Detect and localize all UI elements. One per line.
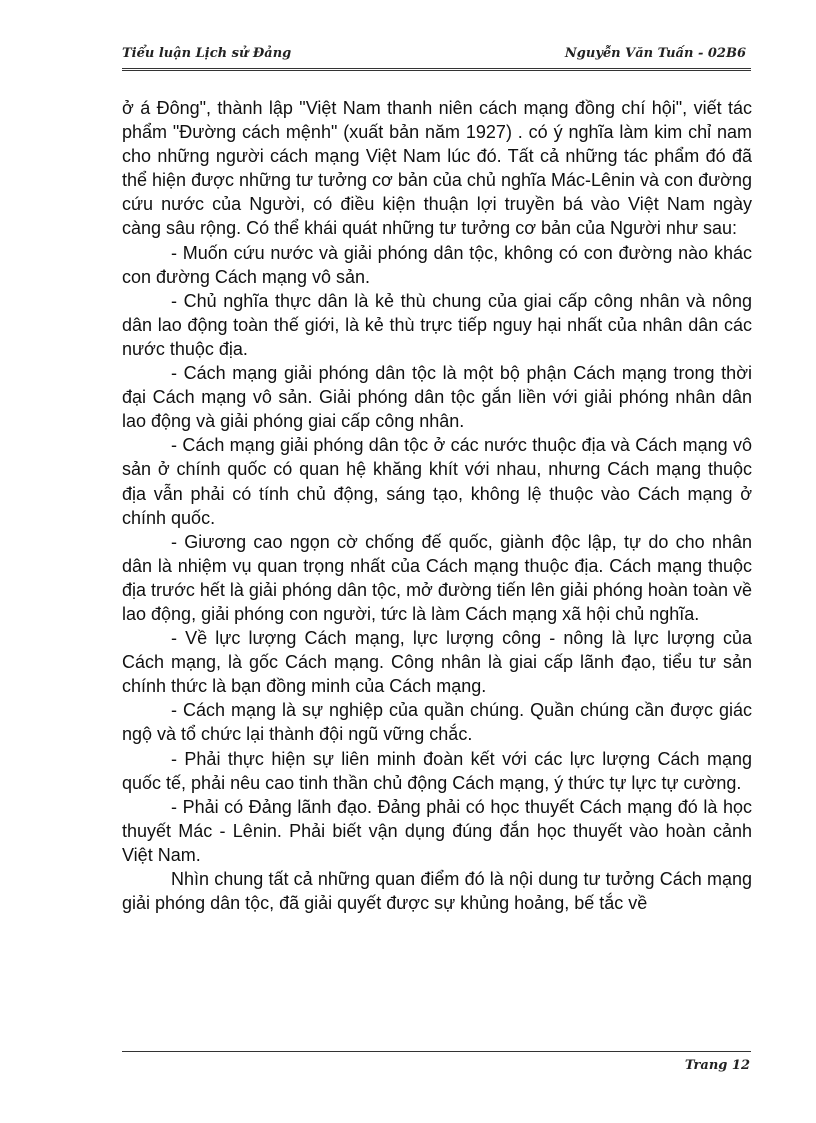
paragraph-point-9: - Phải có Đảng lãnh đạo. Đảng phải có học thuyết Cách mạng đó là học thuyết Mác - Lênin. Phải biết vận dụng đúng đắn học thuyết vào hoàn cảnh Việt Nam. (122, 796, 752, 865)
paragraph-point-7: - Cách mạng là sự nghiệp của quần chúng. Quần chúng cần được giác ngộ và tổ chức lại thành đội ngũ vững chắc. (122, 700, 752, 745)
paragraph-point-5: - Giương cao ngọn cờ chống đế quốc, giành độc lập, tự do cho nhân dân là nhiệm vụ quan trọng nhất của Cách mạng thuộc địa. Cách mạng thuộc địa trước hết là giải phóng dân tộc, mở đường tiến lên giải phóng hoàn toàn về lao động, giải phóng con người, tức là làm Cách mạng xã hội chủ nghĩa. (122, 531, 752, 624)
paragraph-point-3: - Cách mạng giải phóng dân tộc là một bộ phận Cách mạng trong thời đại Cách mạng vô sản. Giải phóng dân tộc gắn liền với giải phóng nhân dân lao động và giải phóng giai cấp công nhân. (122, 363, 752, 432)
footer-divider (122, 1051, 751, 1052)
paragraph-point-8: - Phải thực hiện sự liên minh đoàn kết với các lực lượng Cách mạng quốc tế, phải nêu cao tinh thần chủ động Cách mạng, ý thức tự lực tự cường. (122, 748, 752, 793)
header-author: Nguyễn Văn Tuấn - 02B6 (564, 46, 746, 61)
page-number: Trang 12 (684, 1058, 750, 1073)
paragraph-point-2: - Chủ nghĩa thực dân là kẻ thù chung của giai cấp công nhân và nông dân lao động toàn thế giới, là kẻ thù trực tiếp nguy hại nhất của nhân dân các nước thuộc địa. (122, 290, 752, 359)
header-divider (122, 68, 751, 71)
paragraph-continuation: ở á Đông", thành lập "Việt Nam thanh niên cách mạng đồng chí hội", viết tác phẩm "Đường cách mệnh" (xuất bản năm 1927) . có ý nghĩa làm kim chỉ nam cho những người cách mạng Việt Nam lúc đó. Tất cả những tác phẩm đó đã thể hiện được những tư tưởng cơ bản của chủ nghĩa Mác-Lênin và con đường cứu nước của Người, có điều kiện thuận lợi truyền bá vào Việt Nam ngày càng sâu rộng. Có thể khái quát những tư tưởng cơ bản của Người như sau: (122, 98, 752, 239)
page-header (122, 46, 750, 68)
paragraph-point-4: - Cách mạng giải phóng dân tộc ở các nước thuộc địa và Cách mạng vô sản ở chính quốc có quan hệ khăng khít với nhau, nhưng Cách mạng thuộc địa vẫn phải có tính chủ động, sáng tạo, không lệ thuộc vào Cách mạng ở chính quốc. (122, 435, 752, 528)
header-document-title: Tiểu luận Lịch sử Đảng (122, 46, 292, 61)
paragraph-conclusion: Nhìn chung tất cả những quan điểm đó là nội dung tư tưởng Cách mạng giải phóng dân tộc, đã giải quyết được sự khủng hoảng, bế tắc về (122, 869, 752, 914)
body-text (122, 96, 752, 915)
paragraph-point-6: - Về lực lượng Cách mạng, lực lượng công - nông là lực lượng của Cách mạng, là gốc Cách mạng. Công nhân là giai cấp lãnh đạo, tiểu tư sản chính thức là bạn đồng minh của Cách mạng. (122, 628, 752, 697)
paragraph-point-1: - Muốn cứu nước và giải phóng dân tộc, không có con đường nào khác con đường Cách mạng vô sản. (122, 242, 752, 287)
